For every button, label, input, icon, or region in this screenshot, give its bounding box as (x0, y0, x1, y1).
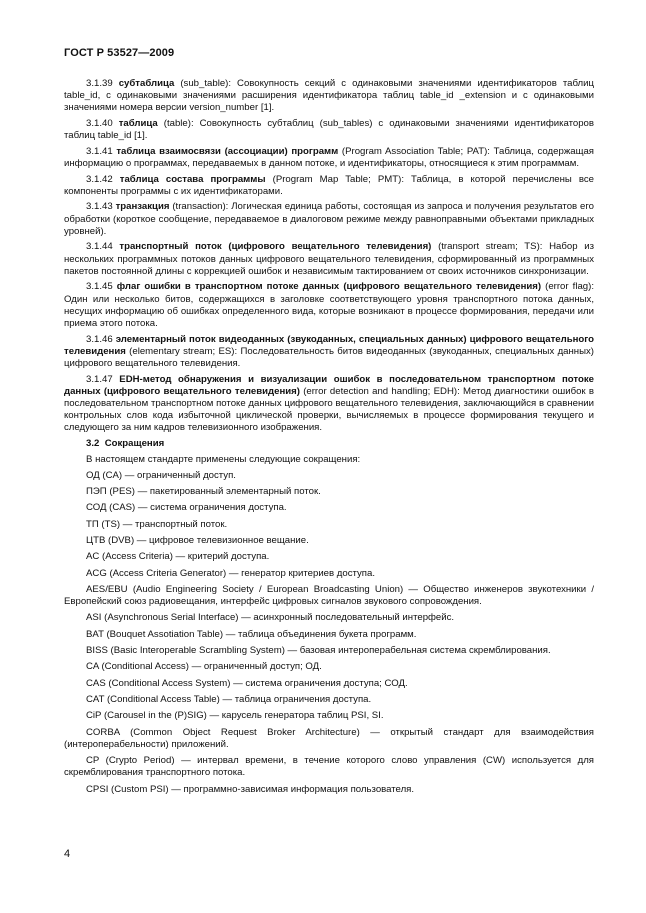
definition-term: таблица (118, 118, 158, 129)
definition-text: (Program Association Table; PAT): Таблица, содержащая информацию о программах, передаваемых в данном потоке, и идентификаторы, относящиеся к этим программам. (64, 145, 595, 169)
definition-item (64, 374, 594, 435)
page-header: ГОСТ Р 53527—2009 (64, 47, 175, 59)
definition-text: (transport stream; TS): Набор из нескольких программных потоков данных цифрового вещательного телевидения, сформированный из программных пакетов постоянной длины с коррекцией ошибок и независимым тактированием от своих источников синхронизации. (64, 241, 594, 277)
section-number: 3.2 (86, 438, 100, 449)
definition-item (64, 146, 594, 170)
document-body (64, 78, 594, 800)
definition-number: 3.1.40 (86, 118, 113, 129)
abbreviation-item: BISS (Basic Interoperable Scrambling System) — базовая интероперабельная система скремблирования. (86, 645, 551, 657)
definition-item (64, 118, 594, 142)
definition-text: (table): Совокупность субтаблиц (sub_tables) с одинаковыми значениями идентификаторов таблиц table_id [1]. (64, 118, 594, 142)
abbreviation-item: CORBA (Common Object Request Broker Architecture) — открытый стандарт для взаимодействия (интероперабельности) приложений. (64, 726, 594, 750)
definition-term: таблица состава программы (119, 173, 266, 185)
definition-number: 3.1.45 (86, 281, 113, 293)
abbreviation-item: CAS (Conditional Access System) — система ограничения доступа; СОД. (86, 677, 408, 689)
definition-term: транзакция (115, 201, 170, 213)
definition-item (64, 281, 594, 330)
definition-term: транспортный поток (цифрового вещательного телевидения) (119, 241, 432, 253)
definition-term: субтаблица (118, 78, 175, 89)
definition-item (64, 334, 594, 371)
abbreviation-item: BAT (Bouquet Assotiation Table) — таблица объединения букета программ. (86, 628, 417, 640)
abbreviation-item: CAT (Conditional Access Table) — таблица ограничения доступа. (86, 693, 372, 705)
definition-item (64, 201, 594, 238)
abbreviations-list (64, 470, 594, 796)
definition-text: (sub_table): Совокупность секций с одинаковыми значениями идентификаторов таблиц table_id, с одинаковыми значениями расширения идентификатора таблиц table_id _extension и с одинаковыми значениями номера версии version_number [1]. (64, 78, 594, 114)
definition-number: 3.1.43 (86, 201, 113, 213)
definition-item (64, 174, 594, 198)
definition-term: EDH-метод обнаружения и визуализации ошибок в последовательном транспортном потоке данных (цифрового вещательного телевидения) (64, 373, 594, 397)
definition-number: 3.1.46 (86, 333, 113, 345)
abbreviation-item: ТП (TS) — транспортный поток. (86, 518, 228, 530)
abbreviation-item: ЦТВ (DVB) — цифровое телевизионное вещание. (86, 535, 309, 547)
definition-number: 3.1.44 (86, 241, 113, 253)
definition-number: 3.1.47 (86, 373, 113, 385)
abbreviation-item: ОД (CA) — ограниченный доступ. (86, 469, 236, 481)
definition-text: (Program Map Table; PMT): Таблица, в которой перечислены все компоненты программы с их идентификаторами. (64, 173, 594, 197)
definition-text: (error detection and handling; EDH): Метод диагностики ошибок в последовательном транспортном потоке данных цифрового вещательного телевидения, заключающийся в сравнении контрольных слов кода избыточной циклической проверки, вычисляемых в процессе формирования текущего и следующего за ним кадров телевизионного изображения. (64, 385, 594, 434)
definition-term: таблица взаимосвязи (ассоциации) программ (116, 145, 339, 157)
section-title: Сокращения (104, 438, 165, 449)
abbreviation-item: CiP (Carousel in the (P)SIG) — карусель генератора таблиц PSI, SI. (86, 710, 384, 722)
abbreviation-item: CA (Conditional Access) — ограниченный доступ; ОД. (86, 661, 322, 673)
definition-item (64, 78, 594, 115)
abbreviations-intro: В настоящем стандарте применены следующие сокращения: (86, 453, 361, 465)
definition-number: 3.1.39 (86, 78, 113, 89)
definitions-list (64, 78, 594, 435)
abbreviation-item: ACG (Access Criteria Generator) — генератор критериев доступа. (86, 567, 376, 579)
definition-term: элементарный поток видеоданных (звукоданных, специальных данных) цифрового вещательного телевидения (64, 333, 594, 357)
abbreviation-item: СОД (CAS) — система ограничения доступа. (86, 502, 287, 514)
definition-text: (error flag): Один или несколько битов, содержащихся в заголовке соответствующего уровня транспортного потока данных, несущих информацию об ошибках определенного вида, которые возникают в процессе формирования, передачи или приема этого потока. (64, 281, 594, 329)
page-number: 4 (64, 848, 71, 860)
definition-item (64, 241, 594, 278)
abbreviation-item: ASI (Asynchronous Serial Interface) — асинхронный последовательный интерфейс. (86, 612, 455, 624)
definition-text: (elementary stream; ES): Последовательность битов видеоданных (звукоданных, специальных данных) цифрового вещательного телевидения. (64, 345, 594, 369)
definition-number: 3.1.41 (86, 145, 113, 157)
definition-number: 3.1.42 (86, 173, 113, 185)
definition-term: флаг ошибки в транспортном потоке данных (цифрового вещательного телевидения) (116, 281, 542, 293)
abbreviation-item: CP (Crypto Period) — интервал времени, в течение которого слово управления (CW) используется для скремблирования транспортного потока. (64, 755, 594, 779)
definition-text: (transaction): Логическая единица работы, состоящая из запроса и получения результатов его обработки (короткое сообщение, передаваемое в диалоговом режиме между равноправными объектами прикладных уровней). (64, 201, 594, 237)
abbreviation-item: AC (Access Criteria) — критерий доступа. (86, 551, 270, 563)
abbreviation-item: CPSI (Custom PSI) — программно-зависимая информация пользователя. (86, 783, 415, 795)
section-heading (64, 438, 594, 450)
abbreviation-item: AES/EBU (Audio Engineering Society / European Broadcasting Union) — Общество инженеров звукотехники / Европейский союз радиовещания, интерфейс цифровых сигналов звукового сопровождения. (64, 583, 594, 608)
abbreviation-item: ПЭП (PES) — пакетированный элементарный поток. (86, 486, 321, 498)
